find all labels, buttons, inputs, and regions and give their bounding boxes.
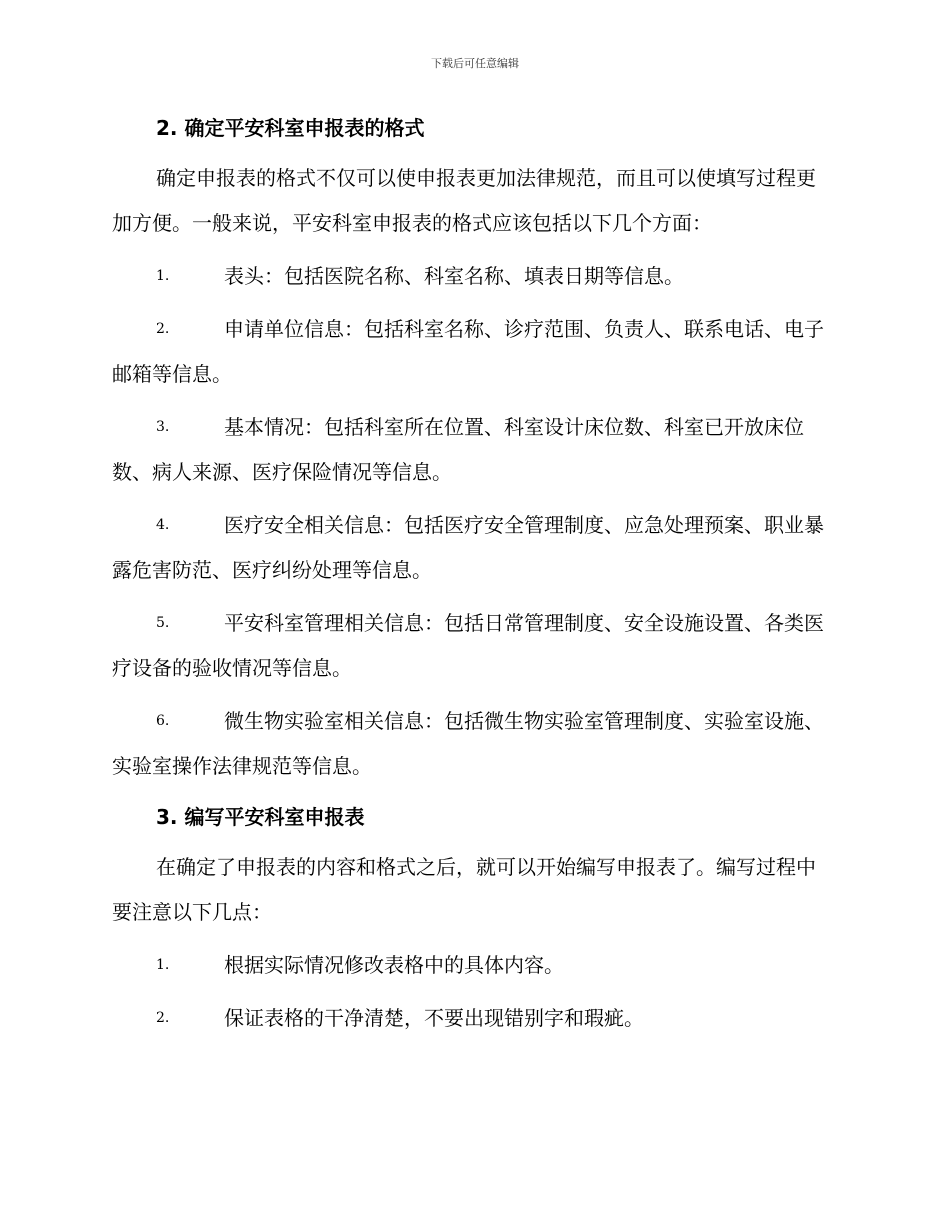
- list-number: 6.: [156, 713, 170, 729]
- list-item: [112, 405, 832, 495]
- page-header: 下载后可任意编辑: [431, 57, 519, 70]
- list-number: 4.: [156, 517, 170, 533]
- section-2-intro: 确定申报表的格式不仅可以使申报表更加法律规范，而且可以使填写过程更加方便。一般来说，平安科室申报表的格式应该包括以下几个方面：: [112, 166, 816, 235]
- list-number: 5.: [156, 615, 170, 631]
- list-text: 表头：包括医院名称、科室名称、填表日期等信息。: [224, 264, 684, 288]
- list-text: 基本情况：包括科室所在位置、科室设计床位数、科室已开放床位数、病人来源、医疗保险情况等信息。: [112, 415, 804, 484]
- list-text: 根据实际情况修改表格中的具体内容。: [224, 953, 564, 977]
- document-body: [112, 100, 832, 1041]
- list-item: [112, 254, 832, 299]
- list-item: [112, 503, 832, 593]
- list-item: [112, 996, 832, 1041]
- list-item: [112, 601, 832, 691]
- list-item: [112, 699, 832, 789]
- list-number: 1.: [156, 957, 170, 973]
- list-text: 医疗安全相关信息：包括医疗安全管理制度、应急处理预案、职业暴露危害防范、医疗纠纷处理等信息。: [112, 513, 824, 582]
- list-text: 申请单位信息：包括科室名称、诊疗范围、负责人、联系电话、电子邮箱等信息。: [112, 317, 824, 386]
- list-number: 2.: [156, 321, 170, 337]
- list-item: [112, 307, 832, 397]
- section-3-heading: 3. 编写平安科室申报表: [156, 805, 365, 829]
- list-text: 保证表格的干净清楚，不要出现错别字和瑕疵。: [224, 1006, 644, 1030]
- list-text: 微生物实验室相关信息：包括微生物实验室管理制度、实验室设施、实验室操作法律规范等信息。: [112, 709, 824, 778]
- list-number: 2.: [156, 1010, 170, 1026]
- list-item: [112, 943, 832, 988]
- section-2-heading: 2. 确定平安科室申报表的格式: [156, 116, 425, 140]
- list-number: 1.: [156, 268, 170, 284]
- list-number: 3.: [156, 419, 170, 435]
- section-3-intro: 在确定了申报表的内容和格式之后，就可以开始编写申报表了。编写过程中要注意以下几点：: [112, 855, 816, 924]
- list-text: 平安科室管理相关信息：包括日常管理制度、安全设施设置、各类医疗设备的验收情况等信息。: [112, 611, 824, 680]
